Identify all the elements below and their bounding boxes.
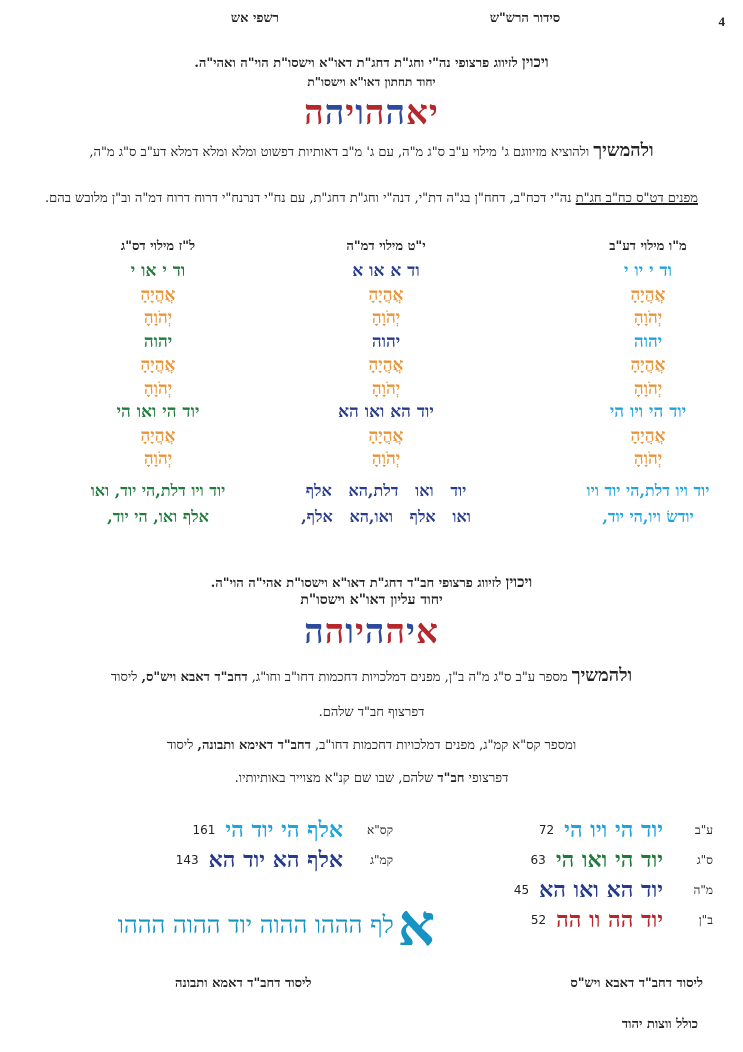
name-letter: א xyxy=(415,612,439,652)
row-label: ע"ב xyxy=(694,822,713,837)
column-row: יוד הי ויו הי xyxy=(609,402,687,422)
intro-keyword: ויכוין xyxy=(505,573,533,591)
column-row: יְהֹוָהָ xyxy=(371,449,401,469)
column-spelled-line: אלף ואו, הי יוד, xyxy=(107,506,209,526)
caption-left: ליסוד דחב"ד דאמא ותבונה xyxy=(175,976,312,991)
column-row: אֲהֲיָהָ xyxy=(140,284,176,305)
alef-spelled-text: לף הההו ההוה יוד ההוה הההו xyxy=(117,910,394,939)
row-value: יוד הי ואו הי xyxy=(555,847,663,873)
column-row: יהוה xyxy=(143,331,173,352)
section2-paragraph-2-line2 xyxy=(0,770,743,788)
table-row xyxy=(463,845,713,875)
caption-right: ליסוד דחב"ד דאבא ויש"ס xyxy=(570,976,703,991)
column-sag xyxy=(58,238,258,530)
intro-keyword: ויכוין xyxy=(521,53,549,71)
section1-subtitle: יחוד תחתון דאו"א וישסו"ת xyxy=(307,75,436,89)
bold-text: חב"ד xyxy=(437,771,465,786)
alef-illustration xyxy=(45,891,435,959)
column-rows xyxy=(58,260,258,530)
running-subtitle: רשפי אש xyxy=(230,11,280,26)
column-row: יְהֹוָהָ xyxy=(633,308,663,328)
big-alef-letter: א xyxy=(397,891,435,959)
paragraph-2-text: נה"י דכח"ב, דחח"ן בג"ה דת"י, דנה"י וחג"ת דחג"ת, עם נח"י דנרנח"י דרוח דרוח דמ"ה וב"ן מלובש בהם. xyxy=(45,191,572,206)
column-row: אֲהֲיָהָ xyxy=(630,425,666,446)
name-letter: י xyxy=(406,612,416,652)
section1-intro xyxy=(0,53,743,73)
column-spelled-line: יוד ויו דלת,הי יוד ויו xyxy=(586,480,710,500)
section2-paragraph-line2: דפרצוף חב"ד שלהם. xyxy=(318,705,425,720)
combined-name-1 xyxy=(0,93,743,133)
column-row: יְהֹוָהָ xyxy=(371,308,401,328)
column-row: וד א או א xyxy=(352,261,420,281)
text: דפרצופי xyxy=(468,771,509,786)
table-row xyxy=(463,815,713,845)
name-letter: י xyxy=(428,93,439,133)
section1-paragraph xyxy=(18,142,725,162)
table-row xyxy=(463,875,713,905)
section2-paragraph xyxy=(18,667,725,687)
column-heading: מ"ו מילוי דע"ב xyxy=(609,239,687,254)
column-row: יוד הי ואו הי xyxy=(116,402,200,422)
intro-text: לזיווג פרצופי חב"ד דחג"ת דאו"א וישסו"ת אהי"ה הוי"ה. xyxy=(210,576,502,591)
name-letter: ה xyxy=(324,612,346,652)
column-mah xyxy=(286,238,486,530)
column-row: יהוה xyxy=(371,331,401,352)
column-row: יְהֹוָהָ xyxy=(143,378,173,399)
combined-name-2 xyxy=(0,612,743,652)
footer-note: כולל ווצות יהוד xyxy=(621,1017,698,1032)
row-number: 52 xyxy=(530,913,547,927)
column-row: אֲהֲיָהָ xyxy=(368,284,404,305)
row-number: 45 xyxy=(513,883,530,897)
paragraph-2-end: ליסוד xyxy=(166,738,194,753)
name-letter: י xyxy=(355,612,365,652)
running-title: סידור הרש"ש xyxy=(489,11,561,26)
column-rows xyxy=(286,260,486,530)
row-number: 63 xyxy=(530,853,546,867)
table-row xyxy=(113,845,393,875)
section1-paragraph-2 xyxy=(18,190,725,208)
paragraph-bold-phrase: דחב"ד דאבא ויש"ס, xyxy=(141,670,248,685)
row-label: מ"ה xyxy=(693,882,713,897)
column-row: יְהֹוָהָ xyxy=(633,378,663,399)
intro-text: לזיווג פרצופי נה"י וחג"ת דחג"ת דאו"א וישסו"ת הוי"ה ואהי"ה. xyxy=(194,56,518,71)
name-letter: ה xyxy=(304,93,325,133)
name-letter: א xyxy=(406,93,429,133)
name-letter: ה xyxy=(385,93,407,133)
column-row: אֲהֲיָהָ xyxy=(140,355,176,375)
text: שלהם, שבו שם קנ"א מצוייר באותיותיו. xyxy=(234,771,434,786)
column-row: אֲהֲיָהָ xyxy=(630,284,666,305)
paragraph-2-bold: דחב"ד דאימא ותבונה, xyxy=(197,738,311,753)
section2-paragraph-2 xyxy=(0,737,743,755)
name-letter: ה xyxy=(324,93,346,133)
table-row xyxy=(113,815,393,845)
column-spelled-line: ואו אלף ואו,הא אלף, xyxy=(301,506,471,526)
column-row: וד י או י xyxy=(130,261,186,281)
name-letter: ה xyxy=(385,612,407,652)
column-spelled-line: יודשׂ ויו,הי יוד, xyxy=(602,506,694,526)
column-row: יְהֹוָהָ xyxy=(633,449,663,469)
column-row: אֲהֲיָהָ xyxy=(368,425,404,446)
column-row: יְהֹוָהָ xyxy=(371,378,401,399)
column-row: יְהֹוָהָ xyxy=(143,449,173,469)
column-row: אֲהֲיָהָ xyxy=(630,355,666,375)
section2-intro xyxy=(0,573,743,593)
paragraph-2-text: ומספר קס"א קמ"ג, מפנים דמלכויות דחכמות דחו"ב, xyxy=(315,738,577,753)
row-number: 161 xyxy=(192,823,216,837)
table-row xyxy=(463,905,713,935)
row-label: ס"ג xyxy=(696,852,713,867)
name-letter: ה xyxy=(364,612,386,652)
column-row: וד י יו י xyxy=(623,261,672,281)
row-value: אלף הי יוד הי xyxy=(225,817,343,843)
paragraph-keyword: ולהמשיך xyxy=(571,665,633,686)
row-value: יוד הה וו הה xyxy=(556,907,663,933)
right-table xyxy=(463,815,713,935)
column-spelled-line: יוד ואו דלת,הא אלף xyxy=(305,480,467,500)
column-row: אֲהֲיָהָ xyxy=(368,355,404,375)
column-rows xyxy=(548,260,743,530)
column-heading: י"ט מילוי דמ"ה xyxy=(346,239,426,254)
column-row: יהוה xyxy=(633,331,663,352)
row-label: קס"א xyxy=(367,822,393,837)
page-number: 4 xyxy=(718,14,725,29)
column-heading: ל"ז מילוי דס"ג xyxy=(120,239,196,254)
paragraph-keyword: ולהמשיך xyxy=(593,140,654,161)
row-value: אלף הא יוד הא xyxy=(208,847,343,873)
name-letter: ה xyxy=(304,612,325,652)
name-letter: ו xyxy=(345,612,355,652)
row-label: קמ"ג xyxy=(369,852,393,867)
row-label: ב"ן xyxy=(698,912,713,927)
column-ab xyxy=(548,238,743,530)
column-spelled-line: יוד ויו דלת,הי יוד, ואו xyxy=(90,480,226,500)
underlined-phrase: מפנים דט"ס כח"ב חג"ת xyxy=(575,191,698,206)
row-value: יוד הא ואו הא xyxy=(539,877,663,903)
paragraph-end: ליסוד xyxy=(110,670,138,685)
row-number: 143 xyxy=(175,853,199,867)
row-value: יוד הי ויו הי xyxy=(564,817,663,843)
name-letter: י xyxy=(345,93,356,133)
column-row: אֲהֲיָהָ xyxy=(140,425,176,446)
paragraph-text: ולהוציא מזיווגם ג' מילוי ע"ב ס"ג מ"ה, עם ג' מ"ב דאותיות דפשוט ומלא ומלא דמלא דע"ב ס"ג מ"ה, xyxy=(89,145,590,160)
column-row: יוד הא ואו הא xyxy=(338,402,434,422)
paragraph-text: מספר ע"ב ס"ג מ"ה ב"ן, מפנים דמלכויות דחכמות דחו"ב וחו"ג, xyxy=(251,670,568,685)
left-table xyxy=(113,815,393,875)
row-number: 72 xyxy=(538,823,555,837)
section2-subtitle: יחוד עליון דאו"א וישסו"ת xyxy=(300,592,443,608)
name-letter: ה xyxy=(364,93,386,133)
column-row: יְהֹוָהָ xyxy=(143,308,173,328)
name-letter: ו xyxy=(355,93,365,133)
